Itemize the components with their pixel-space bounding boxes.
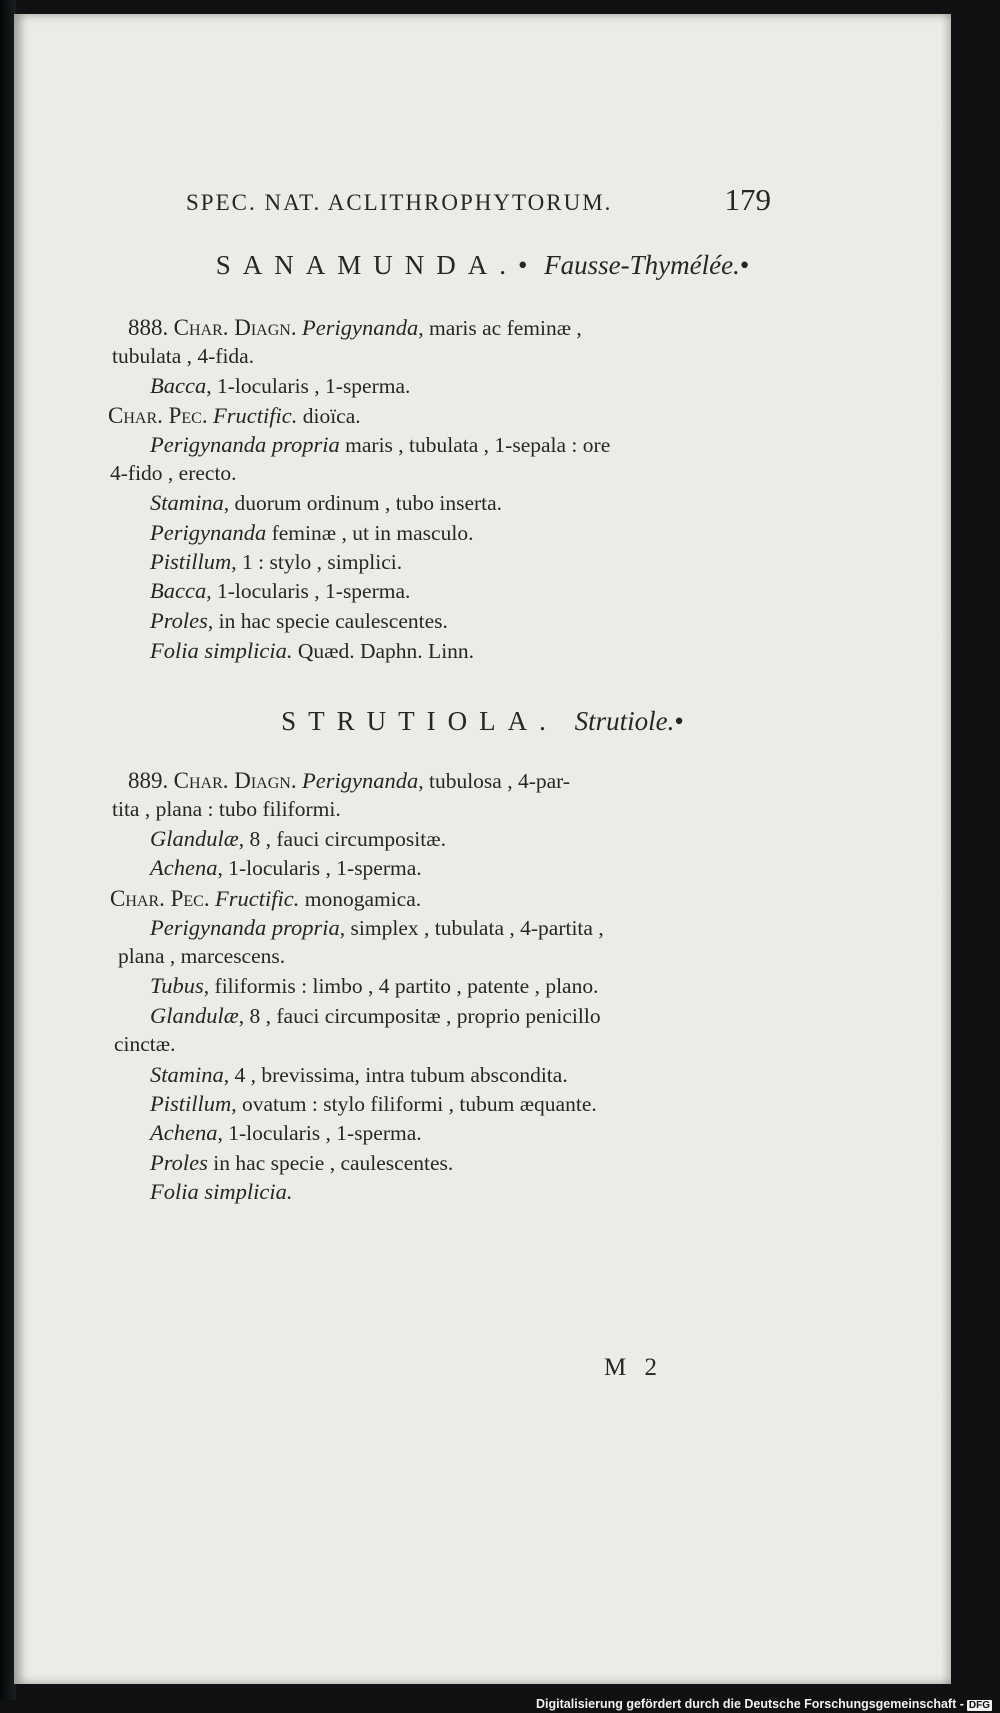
genus-heading-strutiola [14, 706, 951, 737]
text-line [150, 1181, 293, 1204]
text-line [150, 857, 422, 880]
term: Perigynanda [150, 520, 267, 545]
dfg-logo-icon: DFG [968, 1700, 990, 1711]
term: Bacca [150, 578, 207, 603]
term: Fructific. [212, 403, 298, 428]
term: Bacca [150, 373, 207, 398]
text: , duorum ordinum , tubo inserta. [223, 491, 503, 515]
asterism-mark: • [674, 706, 684, 736]
text: feminæ , ut in masculo. [271, 521, 474, 545]
term: Stamina [150, 490, 224, 515]
text-line [128, 769, 570, 793]
section-label: Char. Diagn. [173, 768, 297, 793]
text: dioïca. [302, 404, 361, 428]
term: Fructific. [214, 886, 300, 911]
text-line [150, 1093, 597, 1116]
section-label: Char. Pec. [110, 886, 210, 911]
dfg-footer [536, 1697, 992, 1711]
text-line [150, 1005, 601, 1028]
text: maris , tubulata , 1-sepala : ore [345, 433, 611, 457]
text: , in hac specie caulescentes. [207, 609, 448, 633]
genus-french-name: Strutiole. [574, 706, 675, 736]
text-line [150, 1122, 422, 1145]
entry-number: 889. [128, 768, 169, 793]
text: , 1 : stylo , simplici. [231, 550, 403, 574]
term: Glandulæ [150, 1003, 239, 1028]
text-line [150, 828, 446, 851]
text: , 8 , fauci circumpositæ. [238, 827, 446, 851]
term: Proles [150, 1150, 208, 1175]
term: Perigynanda propria [150, 432, 340, 457]
text-line [150, 1152, 453, 1175]
text: , 1-locularis , 1-sperma. [217, 856, 422, 880]
term: Perigynanda propria [150, 915, 340, 940]
text: Quæd. Daphn. Linn. [297, 639, 475, 663]
text: , 8 , fauci circumpositæ , proprio penicillo [238, 1004, 601, 1028]
text: , simplex , tubulata , 4-partita , [339, 916, 604, 940]
footer-text: Digitalisierung gefördert durch die Deutsche Forschungsgemeinschaft - [536, 1697, 964, 1711]
text-line [150, 492, 502, 515]
term: Pistillum [150, 1091, 232, 1116]
text-line [150, 434, 610, 457]
text-line [150, 640, 474, 663]
text: , 1-locularis , 1-sperma. [206, 374, 411, 398]
text: , 1-locularis , 1-sperma. [206, 579, 411, 603]
text-line [150, 917, 604, 940]
text-line: tubulata , 4-fida. [112, 344, 255, 368]
running-head [186, 182, 771, 222]
term: Tubus [150, 973, 204, 998]
page-number: 179 [724, 182, 771, 217]
term: Glandulæ [150, 826, 239, 851]
text-line [150, 1064, 568, 1087]
genus-french-name: Fausse-Thymélée. [544, 250, 740, 280]
text-line [150, 975, 598, 998]
text: , 1-locularis , 1-sperma. [217, 1121, 422, 1145]
term: Stamina [150, 1062, 224, 1087]
text-line [128, 316, 582, 340]
text-line [110, 887, 421, 911]
section-label: Char. Pec. [108, 403, 208, 428]
term: Perigynanda [301, 315, 419, 340]
text-line: cinctæ. [114, 1032, 176, 1056]
running-head-title: SPEC. NAT. ACLITHROPHYTORUM. [186, 190, 613, 215]
section-label: Char. Diagn. [173, 315, 297, 340]
text: , ovatum : stylo filiformi , tubum æquante. [231, 1092, 597, 1116]
term: Folia simplicia. [150, 638, 293, 663]
term: Achena [150, 1120, 218, 1145]
text-line [150, 551, 402, 574]
text: , tubulosa , 4-par- [418, 769, 571, 793]
text-line [150, 375, 410, 398]
term: Perigynanda [301, 768, 419, 793]
text-line [150, 610, 448, 633]
text-line [108, 404, 361, 428]
text: monogamica. [304, 887, 422, 911]
term: Pistillum [150, 549, 232, 574]
text-line [150, 522, 473, 545]
text: in hac specie , caulescentes. [213, 1151, 454, 1175]
term: Folia simplicia. [150, 1179, 293, 1204]
asterism-mark: • [739, 250, 750, 280]
text-line: tita , plana : tubo filiformi. [112, 797, 341, 821]
asterism-mark: • [517, 250, 528, 280]
genus-name: SANAMUNDA. [215, 250, 518, 280]
term: Achena [150, 855, 218, 880]
entry-number: 888. [128, 315, 169, 340]
text: , filiformis : limbo , 4 partito , patente , plano. [203, 974, 599, 998]
genus-name: STRUTIOLA. [281, 706, 558, 736]
signature-mark: M 2 [604, 1354, 663, 1381]
text: , 4 , brevissima, intra tubum abscondita. [223, 1063, 568, 1087]
text-line [150, 580, 410, 603]
term: Proles [150, 608, 208, 633]
book-page [14, 14, 951, 1684]
text-line: plana , marcescens. [118, 944, 286, 968]
text: , maris ac feminæ , [418, 316, 582, 340]
genus-heading-sanamunda [14, 250, 951, 281]
text-line: 4-fido , erecto. [110, 461, 237, 485]
